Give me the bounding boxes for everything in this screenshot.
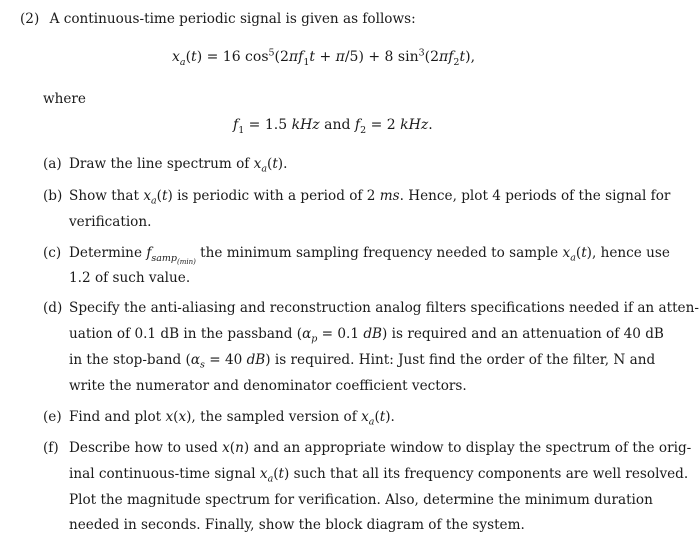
part-b-label: (b) [43,188,63,204]
part-d-line-3: in the stop-band ($\alpha_s = 40$ dB) is required. Hint: Just find the order of the filter, N and [69,352,656,371]
part-d-line-2: uation of 0.1 dB in the passband ($\alpha_p = 0.1$ dB) is required and an attenuation of 40 dB [69,326,664,345]
part-b-line-1: (b) Show that $x_a(t)$ is periodic with a period of 2 ms. Hence, plot 4 periods of the signal for [43,188,671,207]
part-c-line-2: 1.2 of such value. [69,270,191,286]
part-e-label: (e) [43,409,62,425]
problem-header [20,10,416,28]
part-a [43,155,287,173]
where-label: where [43,91,86,107]
part-d-line-4: write the numerator and denominator coefficient vectors. [69,378,467,394]
part-c-label: (c) [43,245,62,261]
part-f-label: (f) [43,440,59,456]
part-d-label: (d) [43,300,63,316]
problem-intro: A continuous-time periodic signal is given as follows: [49,11,416,27]
problem-number: (2) [20,11,40,27]
part-f-line-1: (f) Describe how to used x(n) and an appropriate window to display the spectrum of the orig- [43,440,692,456]
part-a-label: (a) [43,156,62,172]
part-f-line-4: needed in seconds. Finally, show the block diagram of the system. [69,517,525,533]
signal-equation: $x_a(t) = 16$ $\cos^5(2\pi f_1t + \pi/5) + 8$ $\sin^3(2\pi f_2t)$, [172,47,476,68]
part-f-line-2: inal continuous-time signal $x_a(t)$ such that all its frequency components are well resolved. [69,466,689,485]
part-e: (e) Find and plot x(x), the sampled version of $x_a(t)$. [43,409,395,428]
part-f-line-3: Plot the magnitude spectrum for verification. Also, determine the minimum duration [69,492,653,508]
part-c-line-1: (c) Determine $f_{samp_{(min)}}$ the minimum sampling frequency needed to sample $x_a(t)$, hence use [43,245,670,266]
frequency-values: $f_1 = 1.5$ kHz and $f_2 = 2$ kHz. [233,117,433,136]
part-b-line-2: verification. [69,214,152,230]
part-a-text: Draw the line spectrum of $x_a(t)$. [69,156,288,175]
part-d-line-1: (d) Specify the anti-aliasing and reconstruction analog filters specifications needed if an atten- [43,300,699,316]
